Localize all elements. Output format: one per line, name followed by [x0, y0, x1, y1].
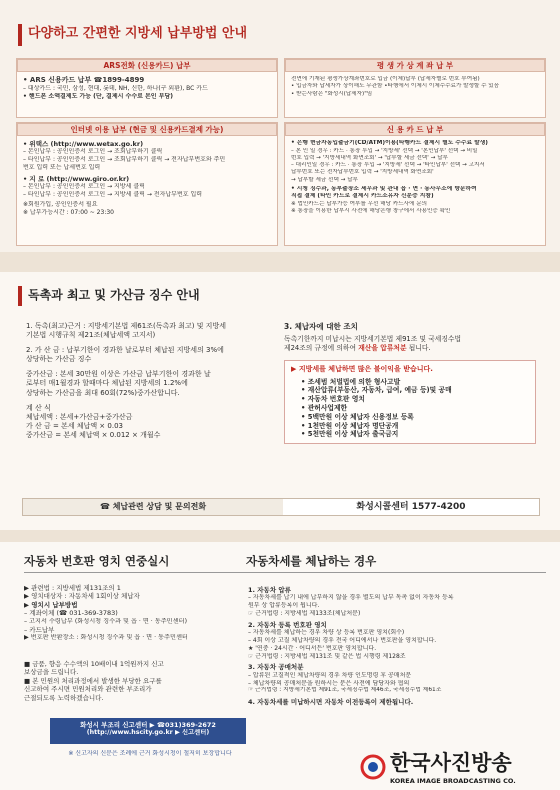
card-line-6: → 납부할 세금 선택 → 납부 — [291, 176, 358, 183]
bottom-right-line-7: – 4회 이상 고질 체납차량의 경우 전국 어디에서나 번호판을 영치합니다. — [248, 637, 437, 645]
warning-item-2: • 재산압류(부동산, 자동차, 급여, 예금 등)및 공매 — [301, 386, 452, 395]
card-line-7: • 시청 징수과, 동부출장소 세무과 및 관내 읍 · 면 · 동사무소에 방문하여 — [291, 185, 477, 192]
bottom-note-1: ■ 금품, 향응 수수액의 10배이내 1억원까지 신고 — [24, 660, 164, 668]
mid-left-line-10: 가 산 금 = 본세 체납액 × 0.03 — [26, 421, 123, 430]
card-line-5: 납부번호 또는 전자납부번호 입력 → '지방세내역 화면조회' — [291, 169, 434, 176]
bottom-right-line-4: ☞ 근거법령 : 지방세법 제133조(체납처분) — [248, 610, 361, 618]
bottom-left-line-2: ▶ 영치대상자 : 자동차세 1회이상 체납자 — [24, 592, 140, 601]
mid-left-line-8: 계 산 식 — [26, 403, 51, 412]
bottom-right-line-14: 4. 자동차세를 미납하시면 자동차 이전등록이 제한됩니다. — [248, 698, 414, 707]
separator-1 — [0, 252, 560, 272]
virtual-line-2: • 입금자와 납세자가 상이해도 무관함 •타행에서 이체시 이체수수료가 발생할 수 있음 — [291, 83, 500, 90]
mid-left-line-2: 기본법 시행규칙 제21조(체납세액 고지서) — [26, 331, 156, 340]
internet-line-3: – 타인납부 : 공인인증서 로그인 → 조회납부하기 클릭 → 전자납부번호와 주민 — [23, 156, 226, 164]
watermark-ko: 한국사진방송 — [390, 751, 512, 775]
bottom-left-line-1: ▶ 관련법 : 지방세법 제131조의 1 — [24, 584, 121, 592]
bottom-section — [0, 542, 560, 790]
bottom-right-line-13: ☞ 근거법령 : 지방세기본법 제91조, 국세징수법 제46조, 국세징수법 제61조 — [248, 687, 442, 694]
report-line-1: 화성시 부조리 신고센터 ▶ ☎031)369-2672 — [80, 721, 216, 729]
mid-section — [0, 272, 560, 530]
internet-line-5: • 지 로 (http://www.giro.or.kr) — [23, 174, 130, 183]
ars-line-2: – 대상카드 : 국민, 삼성, 현대, 롯데, NH, 신한, 하나(구 외환), BC 카드 — [23, 85, 208, 93]
card-line-9: ※ 법인카드는 납부가능 여부를 우선 해당 카드사에 문의 — [291, 200, 428, 207]
mid-right-text-red: 재산을 압류처분 — [358, 343, 407, 352]
bottom-right-line-10: 3. 자동차 공매처분 — [248, 663, 304, 672]
top-title: 다양하고 간편한 지방세 납부방법 안내 — [28, 26, 248, 41]
card-box-head: 신 용 카 드 납 부 — [285, 123, 545, 136]
bottom-left-line-4: – 계좌이체 (☎ 031-369-3783) — [24, 609, 118, 618]
internet-line-7: – 타인납부 : 공인인증서 로그인 → 지방세 클릭 → 전자납부번호 입력 — [23, 191, 203, 199]
mid-left-line-5: 중가산금 : 본세 30만원 이상은 가산금 납부기한이 경과한 날 — [26, 370, 211, 379]
warning-box — [284, 360, 536, 444]
report-note: ※ 신고자의 신분은 조례에 근거 화성시청이 철저히 보장합니다 — [68, 750, 232, 757]
internet-line-6: – 본인납부 : 공인인증서 로그인 → 지방세 클릭 — [23, 183, 145, 191]
bottom-right-rule — [246, 572, 546, 573]
virtual-box-body — [285, 72, 545, 102]
ars-box-body — [17, 72, 277, 105]
card-line-8: 직접 결제 (타인 카드로 결제시 카드소유자 신분증 지참) — [291, 193, 434, 200]
mid-left-line-11: 중가산금 = 본세 체납액 × 0.012 × 개월수 — [26, 430, 161, 439]
bottom-right-line-12: – 체납차량의 공매처분을 원하시는 분은 사전에 담당자와 협의 — [248, 679, 410, 687]
internet-line-1: • 위택스 (http://www.wetax.go.kr) — [23, 140, 144, 148]
internet-line-4: 번호 입력 또는 납세번호 입력 — [23, 164, 101, 172]
bottom-note-2: 보상금을 드립니다. — [24, 668, 79, 677]
card-line-10: ※ 통장을 이용한 납부시 사전에 해당은행 창구에서 사용인증 확인 — [291, 208, 451, 215]
ars-line-3: • 핸드폰 소액결제도 가능 (단, 결제시 수수료 본인 부담) — [23, 92, 174, 100]
bottom-right-line-1: 1. 자동차 압류 — [248, 586, 291, 594]
virtual-line-3: • 받는사람은 "화성시(납세자)"임 — [291, 90, 373, 97]
mid-left-line-1: 1. 독촉(최고)근거 : 지방세기본법 제61조(독촉과 최고) 및 지방세 — [26, 322, 226, 330]
bottom-right-title: 자동차세를 체납하는 경우 — [246, 554, 377, 568]
warning-item-6: • 1천만원 이상 체납자 명단공개 — [301, 421, 399, 430]
bottom-note-5: 근절되도록 노력하겠습니다. — [24, 693, 104, 702]
bottom-right-line-5: 2. 자동차 등록 번호판 영치 — [248, 620, 327, 629]
mid-left-line-9: 체납세액 : 본세+가산금+중가산금 — [26, 412, 133, 421]
bottom-right-column — [248, 586, 548, 706]
ars-line-1: • ARS 신용카드 납부 ☎1899-4899 — [23, 76, 145, 84]
card-box — [284, 122, 546, 246]
mid-right-text-2-row — [284, 344, 542, 353]
internet-box-head: 인터넷 이용 납부 (현금 및 신용카드결제 가능) — [17, 123, 277, 136]
bottom-right-line-8: ★ '연중 · 24시간 · 어디서든' 번호판 영치합니다. — [248, 644, 377, 652]
bottom-right-line-11: – 압류된 고질적인 체납차량의 경우 차량 인도명령 후 공매처분 — [248, 671, 412, 679]
bottom-left-line-3: ▶ 영치시 납부방법 — [24, 600, 78, 609]
bottom-right-line-2: – 자동차세를 납기 내에 납부하지 않을 경우 별도의 납부 독촉 없이 자동차 등록 — [248, 594, 454, 602]
warning-title: ▶ 지방세를 체납하면 많은 불이익을 받습니다. — [291, 365, 433, 374]
contact-right: 화성시콜센터 1577-4200 — [356, 502, 466, 512]
mid-right-text-1: 독촉기한까지 미납시는 지방세기본법 제91조 및 국세징수법 — [284, 334, 462, 343]
virtual-box-head: 평 생 가 상 계 좌 납 부 — [285, 59, 545, 72]
bottom-left-line-7: ▶ 번호판 반환장소 : 화성시청 징수과 및 읍 · 면 · 동주민센터 — [24, 634, 188, 642]
bottom-right-line-6: – 자동차세를 체납하는 경우 차량 상 등록 번호판 영치(회수) — [248, 629, 405, 637]
mid-title-bar — [18, 286, 22, 306]
bottom-left-line-6: – 카드납부 — [24, 625, 55, 634]
virtual-line-1: 전면에 기재된 평생가상계좌번호로 입금 (이체)납부 (납세자별로 번호 부여됨) — [291, 76, 480, 82]
mid-right-text-3: 됩니다. — [408, 343, 431, 352]
card-line-2: – 본 인 일 경우 : 카드 · 통장 투입 → '지방세' 선택 → '본인납부' 선택 → 비밀 — [291, 147, 478, 154]
report-center-box — [50, 718, 246, 744]
card-line-3: 번호 입력 → '지방세내역 화면조회' → '납부할 세금 선택' → 납부 — [291, 154, 448, 161]
top-section — [0, 0, 560, 252]
bottom-note-4: 신고하여 주시면 민원처리와 관련한 부조리가 — [24, 685, 152, 694]
mid-left-line-4: 상당하는 가산금 징수 — [26, 355, 92, 364]
internet-line-9: ※ 납부가능시간 : 07:00 ~ 23:30 — [23, 208, 114, 216]
internet-line-2: – 본인납부 : 공인인증서 로그인 → 조회납부하기 클릭 — [23, 148, 163, 156]
internet-box — [16, 122, 278, 246]
warning-item-7: • 5천만원 이상 체납자 출국금지 — [301, 430, 399, 439]
warning-item-3: • 자동차 번호판 영치 — [301, 395, 365, 404]
mid-left-line-3: 2. 가 산 금 : 납부기한이 경과한 날로부터 체납된 지방세의 3%에 — [26, 346, 224, 355]
warning-item-1: • 조세범 처벌법에 의한 형사고발 — [301, 377, 401, 386]
bottom-note-3: ■ 본 민원의 처리과정에서 발생한 부당한 요구를 — [24, 676, 162, 685]
bottom-right-line-9: ☞ 근거법령 : 지방세법 제131조 및 같은 법 시행령 제128조 — [248, 652, 406, 660]
watermark-icon — [360, 754, 386, 780]
contact-bar — [22, 498, 540, 516]
watermark-logo — [360, 750, 556, 786]
mid-right-column — [284, 322, 542, 444]
separator-2 — [0, 530, 560, 542]
mid-right-text-2: 제24조의 규정에 의하여 — [284, 343, 357, 352]
top-title-bar — [18, 24, 22, 46]
ars-box — [16, 58, 278, 118]
watermark-en: KOREA IMAGE BROADCASTING CO. — [390, 777, 516, 785]
warning-item-4: • 관허사업제한 — [301, 403, 348, 412]
mid-left-column — [26, 322, 276, 440]
contact-left: ☎ 체납관련 상담 및 문의전화 — [23, 499, 283, 515]
mid-left-line-6: 로부터 매1월경과 할때마다 체납된 지방세의 1.2%에 — [26, 379, 188, 388]
bottom-left-column — [24, 584, 274, 642]
internet-box-body — [17, 136, 277, 220]
mid-right-head: 3. 체납자에 대한 조치 — [284, 322, 358, 331]
bottom-left-rule — [24, 572, 274, 573]
virtual-account-box — [284, 58, 546, 118]
bottom-notes — [24, 660, 274, 702]
internet-line-8: ※회원가입, 공인인증서 필요 — [23, 200, 98, 208]
bottom-right-line-3: 원부 상 압류등록이 됩니다. — [248, 602, 320, 610]
bottom-left-line-5: – 고지서 수령납부 (화성시청 징수과 및 읍 · 면 · 동주민센터) — [24, 617, 188, 625]
mid-left-line-7: 상당하는 가산금을 최대 60회(72%)중가산합니다. — [26, 388, 180, 397]
card-line-4: – 대리인일 경우 : 카드 · 통장 투입 → '지방세' 선택 → '타인납부' 선택 → 고지서 — [291, 162, 485, 169]
ars-box-head: ARS전화 (신용카드) 납부 — [17, 59, 277, 72]
card-box-body — [285, 136, 545, 219]
report-line-2: (http://www.hscity.go.kr ▶ 신고센터) — [86, 729, 210, 737]
bottom-left-title: 자동차 번호판 영치 연중실시 — [24, 554, 170, 568]
mid-title: 독촉과 최고 및 가산금 징수 안내 — [28, 288, 200, 302]
warning-item-5: • 5백만원 이상 체납자 신용정보 등록 — [301, 412, 414, 421]
card-line-1: • 은행 현금자동입출금기(CD/ATM)이용(타행카드 결제시 별도 수수료 발생) — [291, 140, 488, 146]
